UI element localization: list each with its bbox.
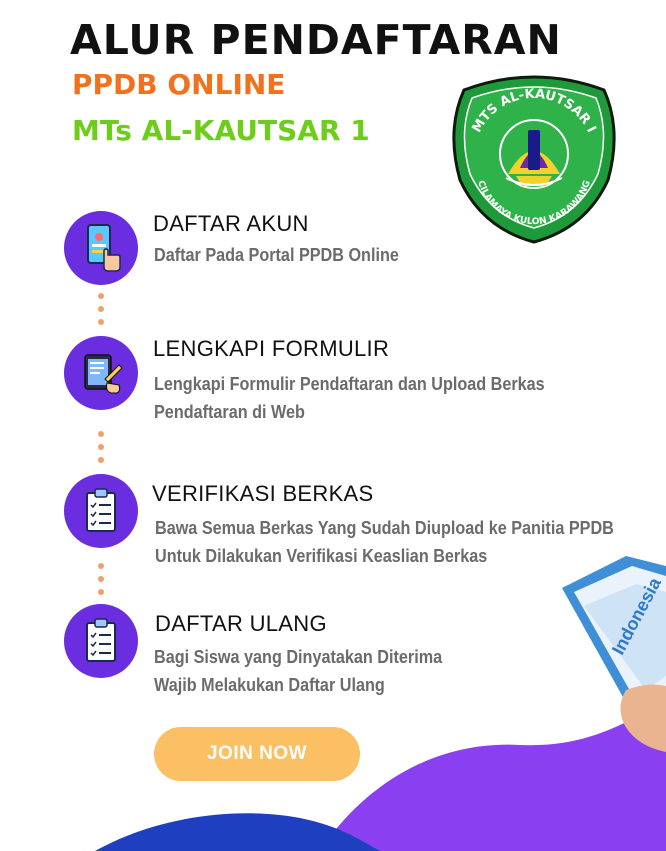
blue-wave (95, 813, 380, 851)
book-in-hand-illustration (556, 556, 666, 756)
step-2-icon-circle (64, 336, 138, 410)
book-cover-text: Indonesia (607, 574, 665, 658)
step-connector-dot (98, 563, 104, 569)
step-3-title: VERIFIKASI BERKAS (152, 481, 374, 506)
step-connector-dot (98, 306, 104, 312)
step-connector-dot (98, 431, 104, 437)
step-connector-dot (98, 444, 104, 450)
page-subtitle-ppdb: PPDB ONLINE (72, 68, 286, 101)
step-connector-dot (98, 589, 104, 595)
step-2-title: LENGKAPI FORMULIR (153, 336, 390, 361)
step-connector-dot (98, 457, 104, 463)
step-3-desc-line-1: Bawa Semua Berkas Yang Sudah Diupload ke Panitia PPDB (155, 518, 614, 538)
step-3-desc-line-2: Untuk Dilakukan Verifikasi Keaslian Berkas (155, 546, 488, 566)
checklist-icon (81, 617, 121, 665)
step-2-desc-line-1: Lengkapi Formulir Pendaftaran dan Upload Berkas (154, 374, 545, 394)
step-connector-dot (98, 319, 104, 325)
logo-top-text: MTS AL-KAUTSAR I (469, 86, 599, 136)
step-4-icon-circle (64, 604, 138, 678)
join-now-button[interactable]: JOIN NOW (154, 727, 360, 781)
step-4-title: DAFTAR ULANG (155, 611, 327, 636)
checklist-icon (81, 487, 121, 535)
step-1-icon-circle (64, 211, 138, 285)
step-4-desc-line-2: Wajib Melakukan Daftar Ulang (154, 675, 385, 695)
page-title: ALUR PENDAFTARAN (70, 16, 562, 64)
logo-bottom-text: CILAMAYA KULON KARAWANG (475, 179, 593, 228)
step-3-icon-circle (64, 474, 138, 548)
phone-tap-icon (78, 223, 124, 273)
step-connector-dot (98, 576, 104, 582)
step-1-title: DAFTAR AKUN (153, 211, 309, 236)
step-connector-dot (98, 293, 104, 299)
school-logo (446, 70, 622, 246)
step-4-desc-line-1: Bagi Siswa yang Dinyatakan Diterima (154, 647, 443, 667)
page-subtitle-school: MTs AL-KAUTSAR 1 (72, 114, 370, 147)
tablet-form-icon (77, 349, 125, 397)
step-2-desc-line-2: Pendaftaran di Web (154, 402, 305, 422)
step-1-desc-line-1: Daftar Pada Portal PPDB Online (154, 245, 399, 265)
